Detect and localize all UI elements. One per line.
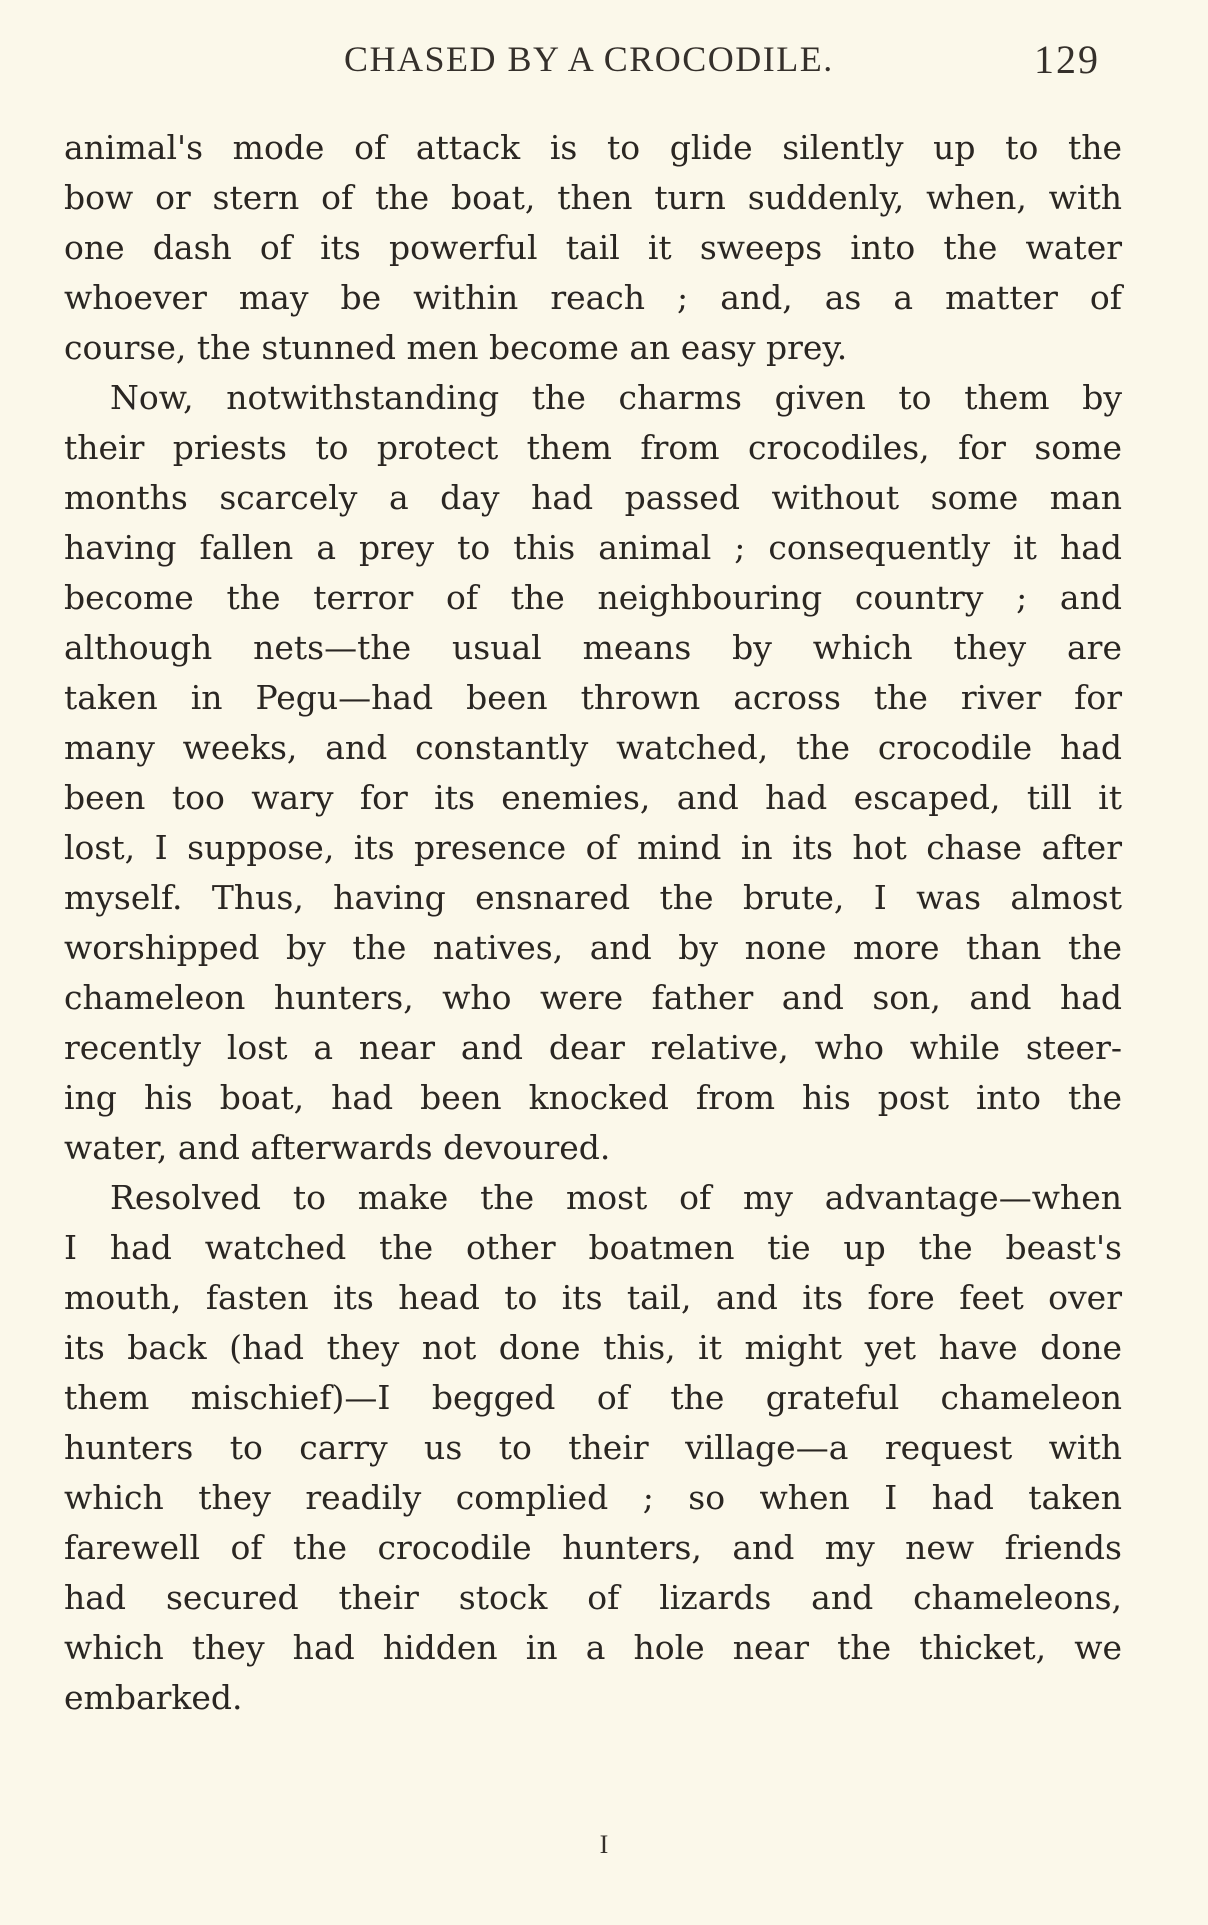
text-line: I had watched the other boatmen tie up the beast's <box>64 1228 1122 1267</box>
text-line: its back (had they not done this, it might yet have done <box>64 1328 1122 1367</box>
text-line: become the terror of the neighbouring country ; and <box>64 578 1122 617</box>
text-line: course, the stunned men become an easy prey. <box>64 328 848 367</box>
text-line: their priests to protect them from crocodiles, for some <box>64 428 1122 467</box>
text-line: whoever may be within reach ; and, as a matter of <box>64 278 1122 317</box>
text-line: taken in Pegu—had been thrown across the river for <box>64 678 1122 717</box>
text-line: which they readily complied ; so when I had taken <box>64 1478 1122 1517</box>
body-text <box>64 123 1122 1723</box>
text-line: chameleon hunters, who were father and son, and had <box>64 978 1122 1017</box>
text-line: water, and afterwards devoured. <box>64 1128 611 1167</box>
text-line: animal's mode of attack is to glide silently up to the <box>64 128 1122 167</box>
text-line: farewell of the crocodile hunters, and my new friends <box>64 1528 1122 1567</box>
text-line: hunters to carry us to their village—a request with <box>64 1428 1122 1467</box>
text-line: been too wary for its enemies, and had escaped, till it <box>64 778 1122 817</box>
text-line: ing his boat, had been knocked from his post into the <box>64 1078 1122 1117</box>
text-line: mouth, fasten its head to its tail, and its fore feet over <box>64 1278 1122 1317</box>
text-line: recently lost a near and dear relative, who while steer- <box>64 1028 1122 1067</box>
text-line: many weeks, and constantly watched, the crocodile had <box>64 728 1122 767</box>
text-line: one dash of its powerful tail it sweeps into the water <box>64 228 1122 267</box>
text-line: embarked. <box>64 1678 243 1717</box>
text-line: lost, I suppose, its presence of mind in its hot chase after <box>64 828 1122 867</box>
text-line: bow or stern of the boat, then turn suddenly, when, with <box>64 178 1122 217</box>
text-line: months scarcely a day had passed without some man <box>64 478 1122 517</box>
text-line: Now, notwithstanding the charms given to them by <box>110 378 1122 417</box>
running-title: CHASED BY A CROCODILE. <box>344 39 834 79</box>
signature-mark: I <box>599 1830 609 1859</box>
text-line: had secured their stock of lizards and chameleons, <box>64 1578 1122 1617</box>
text-line: myself. Thus, having ensnared the brute, I was almost <box>64 878 1122 917</box>
text-line: although nets—the usual means by which they are <box>64 628 1122 667</box>
text-line: having fallen a prey to this animal ; consequently it had <box>64 528 1122 567</box>
text-line: them mischief)—I begged of the grateful chameleon <box>64 1378 1122 1417</box>
running-head <box>0 34 1208 94</box>
page-number: 129 <box>1034 37 1100 82</box>
text-line: Resolved to make the most of my advantage—when <box>110 1178 1122 1217</box>
text-line: which they had hidden in a hole near the thicket, we <box>64 1628 1122 1667</box>
text-line: worshipped by the natives, and by none more than the <box>64 928 1122 967</box>
